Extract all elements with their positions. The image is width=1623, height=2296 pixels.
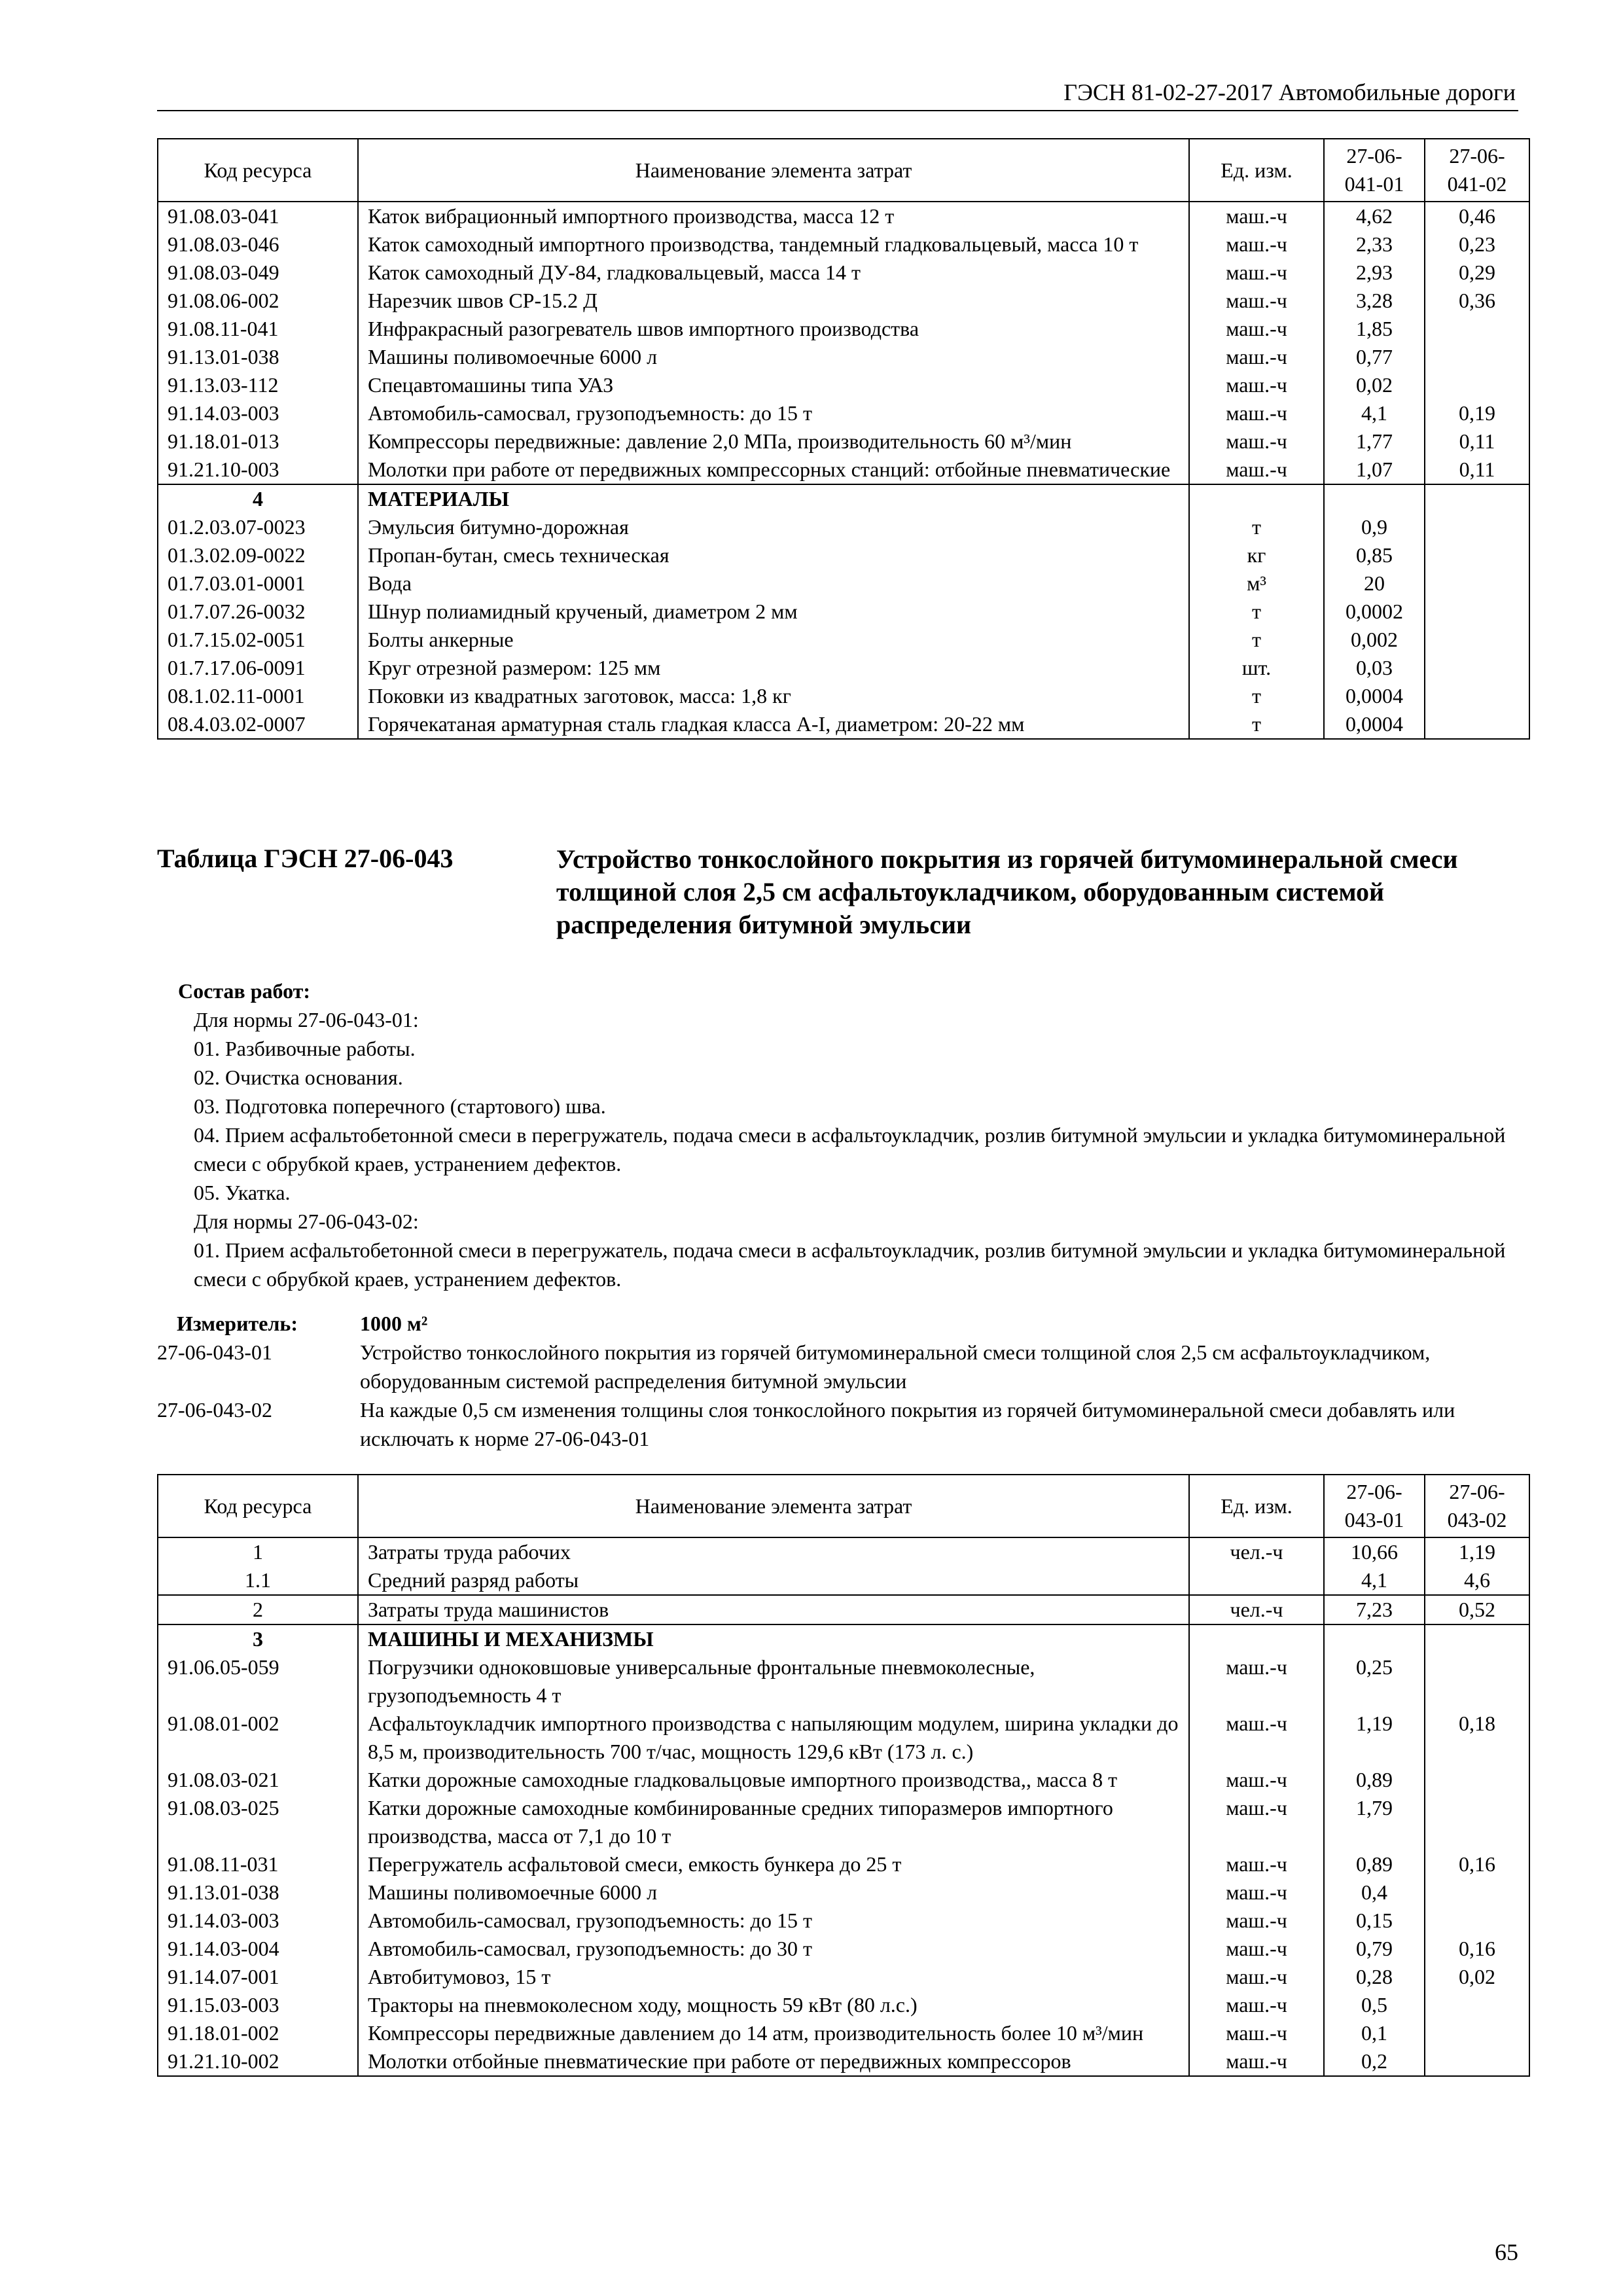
section-row bbox=[158, 1595, 1529, 1624]
norm-value-1: 1,19 bbox=[1324, 1710, 1425, 1766]
resource-code: 91.14.03-003 bbox=[158, 1907, 358, 1935]
norm-value-2 bbox=[1425, 2019, 1529, 2047]
norm-value-2 bbox=[1425, 2047, 1529, 2076]
resource-name: Средний разряд работы bbox=[358, 1566, 1189, 1595]
column-header-name: Наименование элемента затрат bbox=[358, 1475, 1189, 1537]
norm-value-2 bbox=[1425, 1907, 1529, 1935]
norm-value-1: 20 bbox=[1324, 569, 1425, 598]
table-row bbox=[158, 1963, 1529, 1991]
page-number: 65 bbox=[1495, 2239, 1518, 2265]
resource-unit bbox=[1189, 1566, 1324, 1595]
resource-code: 91.06.05-059 bbox=[158, 1653, 358, 1710]
resource-unit: маш.-ч bbox=[1189, 1794, 1324, 1850]
norm-value-1: 2,33 bbox=[1324, 230, 1425, 259]
norm-value-1: 0,2 bbox=[1324, 2047, 1425, 2076]
norm-description: Устройство тонкослойного покрытия из горячей битумоминеральной смеси толщиной слоя 2,5 см асфальтоукладчиком, оборудованным системой распределения битумной эмульсии bbox=[360, 1340, 1431, 1393]
norm-value-2 bbox=[1425, 1653, 1529, 1710]
resource-unit: чел.-ч bbox=[1189, 1537, 1324, 1566]
norm-value-1: 3,28 bbox=[1324, 287, 1425, 315]
resource-table-041 bbox=[157, 138, 1530, 740]
resource-unit: маш.-ч bbox=[1189, 427, 1324, 456]
norm-value-2: 0,36 bbox=[1425, 287, 1529, 315]
resource-code: 91.14.03-004 bbox=[158, 1935, 358, 1963]
table-row bbox=[158, 682, 1529, 710]
resource-name: Автомобиль-самосвал, грузоподъемность: до 30 т bbox=[358, 1935, 1189, 1963]
norm-value-2: 0,29 bbox=[1425, 259, 1529, 287]
resource-name: Горячекатаная арматурная сталь гладкая класса А-I, диаметром: 20-22 мм bbox=[358, 710, 1189, 739]
document-title: ГЭСН 81-02-27-2017 Автомобильные дороги bbox=[1063, 79, 1516, 105]
table-title-label: Таблица ГЭСН 27-06-043 bbox=[157, 844, 454, 873]
resource-unit: м³ bbox=[1189, 569, 1324, 598]
resource-name: Затраты труда машинистов bbox=[358, 1595, 1189, 1624]
section-title: МАШИНЫ И МЕХАНИЗМЫ bbox=[358, 1624, 1189, 1653]
resource-unit: маш.-ч bbox=[1189, 287, 1324, 315]
column-header-name: Наименование элемента затрат bbox=[358, 139, 1189, 202]
resource-name: Поковки из квадратных заготовок, масса: 1,8 кг bbox=[358, 682, 1189, 710]
table-row bbox=[158, 315, 1529, 343]
resource-name: Катки дорожные самоходные комбинированные средних типоразмеров импортного производства, масса от 7,1 до 10 т bbox=[358, 1794, 1189, 1850]
norm-value-2: 0,11 bbox=[1425, 456, 1529, 484]
resource-name: Пропан-бутан, смесь техническая bbox=[358, 541, 1189, 569]
norm-value-1: 0,0002 bbox=[1324, 598, 1425, 626]
work-line: 02. Очистка основания. bbox=[194, 1066, 403, 1089]
resource-code: 08.4.03.02-0007 bbox=[158, 710, 358, 739]
work-line: 01. Прием асфальтобетонной смеси в перегружатель, подача смеси в асфальтоукладчик, розлив битумной эмульсии и укладка битумоминеральной смеси с обрубкой краев, устранением дефектов. bbox=[194, 1238, 1506, 1291]
resource-name: Компрессоры передвижные: давление 2,0 МПа, производительность 60 м³/мин bbox=[358, 427, 1189, 456]
norm-value-2 bbox=[1425, 1878, 1529, 1907]
resource-code: 01.3.02.09-0022 bbox=[158, 541, 358, 569]
norm-value-2: 0,18 bbox=[1425, 1710, 1529, 1766]
column-header-unit: Ед. изм. bbox=[1189, 139, 1324, 202]
norm-value-2: 0,19 bbox=[1425, 399, 1529, 427]
meter-value: 1000 м² bbox=[360, 1312, 428, 1335]
resource-name: Компрессоры передвижные давлением до 14 атм, производительность более 10 м³/мин bbox=[358, 2019, 1189, 2047]
norm-value-1: 0,02 bbox=[1324, 371, 1425, 399]
norm-value-1: 0,03 bbox=[1324, 654, 1425, 682]
norm-value-1: 0,77 bbox=[1324, 343, 1425, 371]
resource-name: Автомобиль-самосвал, грузоподъемность: до 15 т bbox=[358, 399, 1189, 427]
norm-value-2 bbox=[1425, 343, 1529, 371]
table-row bbox=[158, 1850, 1529, 1878]
norm-value-2 bbox=[1425, 371, 1529, 399]
norm-value-2: 1,19 bbox=[1425, 1537, 1529, 1566]
norm-value-1: 0,79 bbox=[1324, 1935, 1425, 1963]
resource-code: 91.13.03-112 bbox=[158, 371, 358, 399]
resource-name: Автобитумовоз, 15 т bbox=[358, 1963, 1189, 1991]
resource-unit: маш.-ч bbox=[1189, 343, 1324, 371]
resource-name: Болты анкерные bbox=[358, 626, 1189, 654]
resource-code: 01.2.03.07-0023 bbox=[158, 513, 358, 541]
resource-code: 91.18.01-002 bbox=[158, 2019, 358, 2047]
work-line: Для нормы 27-06-043-02: bbox=[194, 1210, 419, 1233]
table-row bbox=[158, 2047, 1529, 2076]
norm-value-2 bbox=[1425, 1766, 1529, 1794]
resource-unit: т bbox=[1189, 682, 1324, 710]
resource-unit bbox=[1189, 484, 1324, 513]
resource-unit: маш.-ч bbox=[1189, 1653, 1324, 1710]
resource-code: 91.21.10-003 bbox=[158, 456, 358, 484]
resource-code: 91.08.03-025 bbox=[158, 1794, 358, 1850]
table-row bbox=[158, 513, 1529, 541]
resource-name: Перегружатель асфальтовой смеси, емкость бункера до 25 т bbox=[358, 1850, 1189, 1878]
section-number: 4 bbox=[158, 484, 358, 513]
resource-code: 91.14.03-003 bbox=[158, 399, 358, 427]
norm-value-2: 0,11 bbox=[1425, 427, 1529, 456]
norm-description: На каждые 0,5 см изменения толщины слоя тонкослойного покрытия из горячей битумоминеральной смеси добавлять или исключать к норме 27-06-043-01 bbox=[360, 1398, 1455, 1450]
norm-value-1: 1,07 bbox=[1324, 456, 1425, 484]
table-row bbox=[158, 230, 1529, 259]
resource-unit: чел.-ч bbox=[1189, 1595, 1324, 1624]
resource-name: Спецавтомашины типа УАЗ bbox=[358, 371, 1189, 399]
norm-value-2 bbox=[1425, 626, 1529, 654]
section-number: 2 bbox=[158, 1595, 358, 1624]
norm-value-1: 2,93 bbox=[1324, 259, 1425, 287]
column-header-norm-2: 27-06-043-02 bbox=[1425, 1475, 1529, 1537]
norm-value-2 bbox=[1425, 682, 1529, 710]
resource-unit: т bbox=[1189, 710, 1324, 739]
section-row bbox=[158, 1624, 1529, 1653]
resource-code: 01.7.07.26-0032 bbox=[158, 598, 358, 626]
norm-value-1: 4,1 bbox=[1324, 399, 1425, 427]
norm-value-2: 0,16 bbox=[1425, 1850, 1529, 1878]
norm-value-2: 0,02 bbox=[1425, 1963, 1529, 1991]
table-row bbox=[158, 710, 1529, 739]
resource-name: Катки дорожные самоходные гладковальцовые импортного производства,, масса 8 т bbox=[358, 1766, 1189, 1794]
section-row bbox=[158, 1537, 1529, 1566]
resource-unit: маш.-ч bbox=[1189, 230, 1324, 259]
resource-unit: маш.-ч bbox=[1189, 2019, 1324, 2047]
resource-name: Автомобиль-самосвал, грузоподъемность: до 15 т bbox=[358, 1907, 1189, 1935]
table-row bbox=[158, 1794, 1529, 1850]
resource-name: Каток самоходный импортного производства, тандемный гладковальцевый, масса 10 т bbox=[358, 230, 1189, 259]
norm-value-2 bbox=[1425, 513, 1529, 541]
column-header-code: Код ресурса bbox=[158, 139, 358, 202]
norm-value-2 bbox=[1425, 484, 1529, 513]
resource-name: Вода bbox=[358, 569, 1189, 598]
resource-code: 91.21.10-002 bbox=[158, 2047, 358, 2076]
norm-value-1: 4,1 bbox=[1324, 1566, 1425, 1595]
section-row bbox=[158, 484, 1529, 513]
work-heading: Состав работ: bbox=[178, 979, 311, 1003]
resource-code: 91.08.01-002 bbox=[158, 1710, 358, 1766]
norm-value-2 bbox=[1425, 1624, 1529, 1653]
norm-value-1: 0,0004 bbox=[1324, 682, 1425, 710]
norm-value-2 bbox=[1425, 1991, 1529, 2019]
norm-value-1: 10,66 bbox=[1324, 1537, 1425, 1566]
table-row bbox=[158, 1710, 1529, 1766]
table-row bbox=[158, 1566, 1529, 1595]
section-title: МАТЕРИАЛЫ bbox=[358, 484, 1189, 513]
table-row bbox=[158, 541, 1529, 569]
resource-unit: маш.-ч bbox=[1189, 1710, 1324, 1766]
resource-name: Тракторы на пневмоколесном ходу, мощность 59 кВт (80 л.с.) bbox=[358, 1991, 1189, 2019]
norm-value-1: 0,5 bbox=[1324, 1991, 1425, 2019]
table-row bbox=[158, 626, 1529, 654]
norm-value-2 bbox=[1425, 315, 1529, 343]
table-row bbox=[158, 343, 1529, 371]
resource-code: 91.08.06-002 bbox=[158, 287, 358, 315]
table-row bbox=[158, 1907, 1529, 1935]
resource-name: Молотки отбойные пневматические при работе от передвижных компрессоров bbox=[358, 2047, 1189, 2076]
table-row bbox=[158, 259, 1529, 287]
resource-name: Асфальтоукладчик импортного производства с напыляющим модулем, ширина укладки до 8,5 м, производительность 700 т/час, мощность 129,6 кВт (173 л. с.) bbox=[358, 1710, 1189, 1766]
column-header-code: Код ресурса bbox=[158, 1475, 358, 1537]
resource-unit: маш.-ч bbox=[1189, 259, 1324, 287]
resource-name: Круг отрезной размером: 125 мм bbox=[358, 654, 1189, 682]
norm-value-2 bbox=[1425, 569, 1529, 598]
table-row bbox=[158, 569, 1529, 598]
norm-value-1: 0,28 bbox=[1324, 1963, 1425, 1991]
table-row bbox=[158, 1766, 1529, 1794]
norm-value-1: 0,1 bbox=[1324, 2019, 1425, 2047]
work-line: 01. Разбивочные работы. bbox=[194, 1037, 416, 1060]
page-header bbox=[157, 73, 1518, 111]
column-header-norm-2: 27-06-041-02 bbox=[1425, 139, 1529, 202]
norm-value-2: 4,6 bbox=[1425, 1566, 1529, 1595]
table-row bbox=[158, 427, 1529, 456]
table-title-text: Устройство тонкослойного покрытия из горячей битумоминеральной смеси толщиной слоя 2,5 см асфальтоукладчиком, оборудованным системой распределения битумной эмульсии bbox=[556, 844, 1458, 939]
work-composition bbox=[178, 977, 1542, 1293]
resource-name: Эмульсия битумно-дорожная bbox=[358, 513, 1189, 541]
resource-unit: маш.-ч bbox=[1189, 1907, 1324, 1935]
resource-name: Машины поливомоечные 6000 л bbox=[358, 1878, 1189, 1907]
resource-unit: маш.-ч bbox=[1189, 1963, 1324, 1991]
norm-value-1: 1,85 bbox=[1324, 315, 1425, 343]
table-row bbox=[158, 1991, 1529, 2019]
resource-name: Машины поливомоечные 6000 л bbox=[358, 343, 1189, 371]
resource-unit: т bbox=[1189, 513, 1324, 541]
section-number: 3 bbox=[158, 1624, 358, 1653]
resource-code: 01.7.17.06-0091 bbox=[158, 654, 358, 682]
resource-name: Молотки при работе от передвижных компрессорных станций: отбойные пневматические bbox=[358, 456, 1189, 484]
resource-unit: т bbox=[1189, 598, 1324, 626]
norm-value-2: 0,23 bbox=[1425, 230, 1529, 259]
column-header-norm-1: 27-06-043-01 bbox=[1324, 1475, 1425, 1537]
table-row bbox=[158, 1935, 1529, 1963]
resource-unit: кг bbox=[1189, 541, 1324, 569]
norm-value-2 bbox=[1425, 710, 1529, 739]
table-row bbox=[158, 456, 1529, 484]
resource-code: 01.7.15.02-0051 bbox=[158, 626, 358, 654]
resource-unit: маш.-ч bbox=[1189, 1935, 1324, 1963]
norm-value-1: 0,002 bbox=[1324, 626, 1425, 654]
resource-unit bbox=[1189, 1624, 1324, 1653]
norm-value-1: 0,85 bbox=[1324, 541, 1425, 569]
table-row bbox=[158, 2019, 1529, 2047]
table-row bbox=[158, 371, 1529, 399]
norm-value-1: 0,0004 bbox=[1324, 710, 1425, 739]
section-number: 1.1 bbox=[158, 1566, 358, 1595]
resource-unit: маш.-ч bbox=[1189, 1766, 1324, 1794]
norm-value-1: 4,62 bbox=[1324, 202, 1425, 230]
norm-value-2: 0,52 bbox=[1425, 1595, 1529, 1624]
resource-name: Затраты труда рабочих bbox=[358, 1537, 1189, 1566]
table-row bbox=[158, 654, 1529, 682]
work-line: Для нормы 27-06-043-01: bbox=[194, 1008, 419, 1031]
norm-value-1 bbox=[1324, 484, 1425, 513]
resource-code: 91.08.11-041 bbox=[158, 315, 358, 343]
resource-unit: маш.-ч bbox=[1189, 371, 1324, 399]
resource-name: Каток самоходный ДУ-84, гладковальцевый, масса 14 т bbox=[358, 259, 1189, 287]
resource-code: 91.08.03-046 bbox=[158, 230, 358, 259]
resource-unit: маш.-ч bbox=[1189, 1850, 1324, 1878]
resource-name: Шнур полиамидный крученый, диаметром 2 мм bbox=[358, 598, 1189, 626]
table-row bbox=[158, 399, 1529, 427]
resource-unit: маш.-ч bbox=[1189, 202, 1324, 230]
norm-value-1 bbox=[1324, 1624, 1425, 1653]
column-header-unit: Ед. изм. bbox=[1189, 1475, 1324, 1537]
resource-code: 91.08.03-041 bbox=[158, 202, 358, 230]
work-line: 05. Укатка. bbox=[194, 1181, 291, 1204]
norm-code: 27-06-043-02 bbox=[157, 1398, 272, 1422]
norm-code: 27-06-043-01 bbox=[157, 1340, 272, 1364]
norm-value-2: 0,16 bbox=[1425, 1935, 1529, 1963]
norm-value-1: 0,9 bbox=[1324, 513, 1425, 541]
column-header-norm-1: 27-06-041-01 bbox=[1324, 139, 1425, 202]
resource-code: 91.14.07-001 bbox=[158, 1963, 358, 1991]
resource-unit: маш.-ч bbox=[1189, 1878, 1324, 1907]
resource-unit: маш.-ч bbox=[1189, 399, 1324, 427]
table-row bbox=[158, 202, 1529, 230]
resource-unit: маш.-ч bbox=[1189, 2047, 1324, 2076]
resource-unit: маш.-ч bbox=[1189, 1991, 1324, 2019]
norm-value-2 bbox=[1425, 541, 1529, 569]
norm-value-2 bbox=[1425, 598, 1529, 626]
norm-value-2 bbox=[1425, 1794, 1529, 1850]
norm-value-1: 7,23 bbox=[1324, 1595, 1425, 1624]
norm-value-1: 0,89 bbox=[1324, 1850, 1425, 1878]
resource-code: 91.08.03-049 bbox=[158, 259, 358, 287]
work-line: 03. Подготовка поперечного (стартового) шва. bbox=[194, 1094, 606, 1118]
norm-value-1: 0,25 bbox=[1324, 1653, 1425, 1710]
resource-unit: маш.-ч bbox=[1189, 456, 1324, 484]
resource-name: Инфракрасный разогреватель швов импортного производства bbox=[358, 315, 1189, 343]
norm-value-2 bbox=[1425, 654, 1529, 682]
meter-block bbox=[157, 1309, 1531, 1453]
resource-code: 91.15.03-003 bbox=[158, 1991, 358, 2019]
resource-name: Каток вибрационный импортного производства, масса 12 т bbox=[358, 202, 1189, 230]
table-row bbox=[158, 598, 1529, 626]
resource-code: 01.7.03.01-0001 bbox=[158, 569, 358, 598]
resource-name: Погрузчики одноковшовые универсальные фронтальные пневмоколесные, грузоподъемность 4 т bbox=[358, 1653, 1189, 1710]
section-number: 1 bbox=[158, 1537, 358, 1566]
resource-table-043 bbox=[157, 1474, 1530, 2077]
meter-label: Измеритель: bbox=[177, 1312, 298, 1335]
norm-value-1: 1,77 bbox=[1324, 427, 1425, 456]
resource-unit: т bbox=[1189, 626, 1324, 654]
resource-code: 08.1.02.11-0001 bbox=[158, 682, 358, 710]
resource-unit: маш.-ч bbox=[1189, 315, 1324, 343]
resource-code: 91.18.01-013 bbox=[158, 427, 358, 456]
norm-value-1: 0,4 bbox=[1324, 1878, 1425, 1907]
table-row bbox=[158, 1653, 1529, 1710]
resource-code: 91.13.01-038 bbox=[158, 1878, 358, 1907]
norm-value-1: 1,79 bbox=[1324, 1794, 1425, 1850]
table-row bbox=[158, 287, 1529, 315]
norm-value-2: 0,46 bbox=[1425, 202, 1529, 230]
work-line: 04. Прием асфальтобетонной смеси в перегружатель, подача смеси в асфальтоукладчик, розлив битумной эмульсии и укладка битумоминеральной смеси с обрубкой краев, устранением дефектов. bbox=[194, 1123, 1506, 1175]
resource-code: 91.08.11-031 bbox=[158, 1850, 358, 1878]
resource-code: 91.13.01-038 bbox=[158, 343, 358, 371]
norm-value-1: 0,89 bbox=[1324, 1766, 1425, 1794]
resource-name: Нарезчик швов СР-15.2 Д bbox=[358, 287, 1189, 315]
resource-unit: шт. bbox=[1189, 654, 1324, 682]
resource-code: 91.08.03-021 bbox=[158, 1766, 358, 1794]
norm-value-1: 0,15 bbox=[1324, 1907, 1425, 1935]
table-row bbox=[158, 1878, 1529, 1907]
